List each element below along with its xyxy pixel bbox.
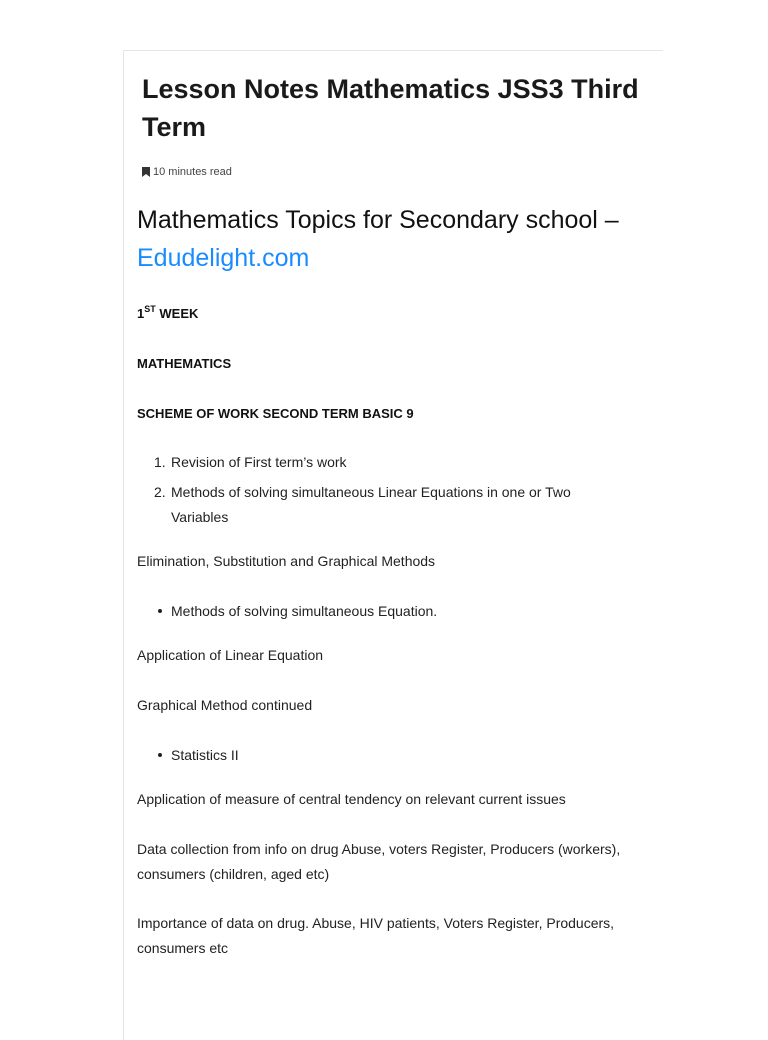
bullet-text: Methods of solving simultaneous Equation. (171, 603, 438, 619)
methods-paragraph: Elimination, Substitution and Graphical Methods (137, 553, 436, 569)
week-heading (137, 301, 647, 326)
data-collection-paragraph: Data collection from info on drug Abuse, voters Register, Producers (workers), consumers (children, aged etc) (137, 841, 621, 882)
week-superscript: ST (144, 304, 156, 314)
read-time-meta (142, 164, 232, 180)
week-label: WEEK (159, 306, 199, 321)
central-tendency-paragraph: Application of measure of central tendency on relevant current issues (137, 791, 566, 807)
week-number: 1 (137, 306, 145, 321)
list-text: Revision of First term’s work (171, 454, 347, 470)
article-card (123, 50, 663, 1040)
list-text: Methods of solving simultaneous Linear Equations in one or Two Variables (171, 484, 571, 525)
list-number: 1. (154, 454, 166, 470)
scheme-heading: SCHEME OF WORK SECOND TERM BASIC 9 (137, 406, 414, 421)
bullet-dot (158, 609, 162, 613)
importance-paragraph: Importance of data on drug. Abuse, HIV patients, Voters Register, Producers, consumers etc (137, 915, 615, 956)
bookmark-icon (142, 167, 150, 177)
article-title: Lesson Notes Mathematics JSS3 Third Term (142, 74, 639, 142)
article-subtitle (137, 201, 647, 277)
list-item (154, 480, 624, 530)
subject-heading: MATHEMATICS (137, 356, 232, 371)
bullet-dot (158, 753, 162, 757)
list-item (154, 450, 624, 475)
bullet-text: Statistics II (171, 747, 239, 763)
subtitle-text: Mathematics Topics for Secondary school – (137, 206, 619, 234)
edudelight-link[interactable]: Edudelight.com (137, 244, 310, 272)
application-paragraph: Application of Linear Equation (137, 647, 324, 663)
read-time-text: 10 minutes read (153, 166, 232, 178)
list-number: 2. (154, 484, 166, 500)
graphical-paragraph: Graphical Method continued (137, 697, 313, 713)
